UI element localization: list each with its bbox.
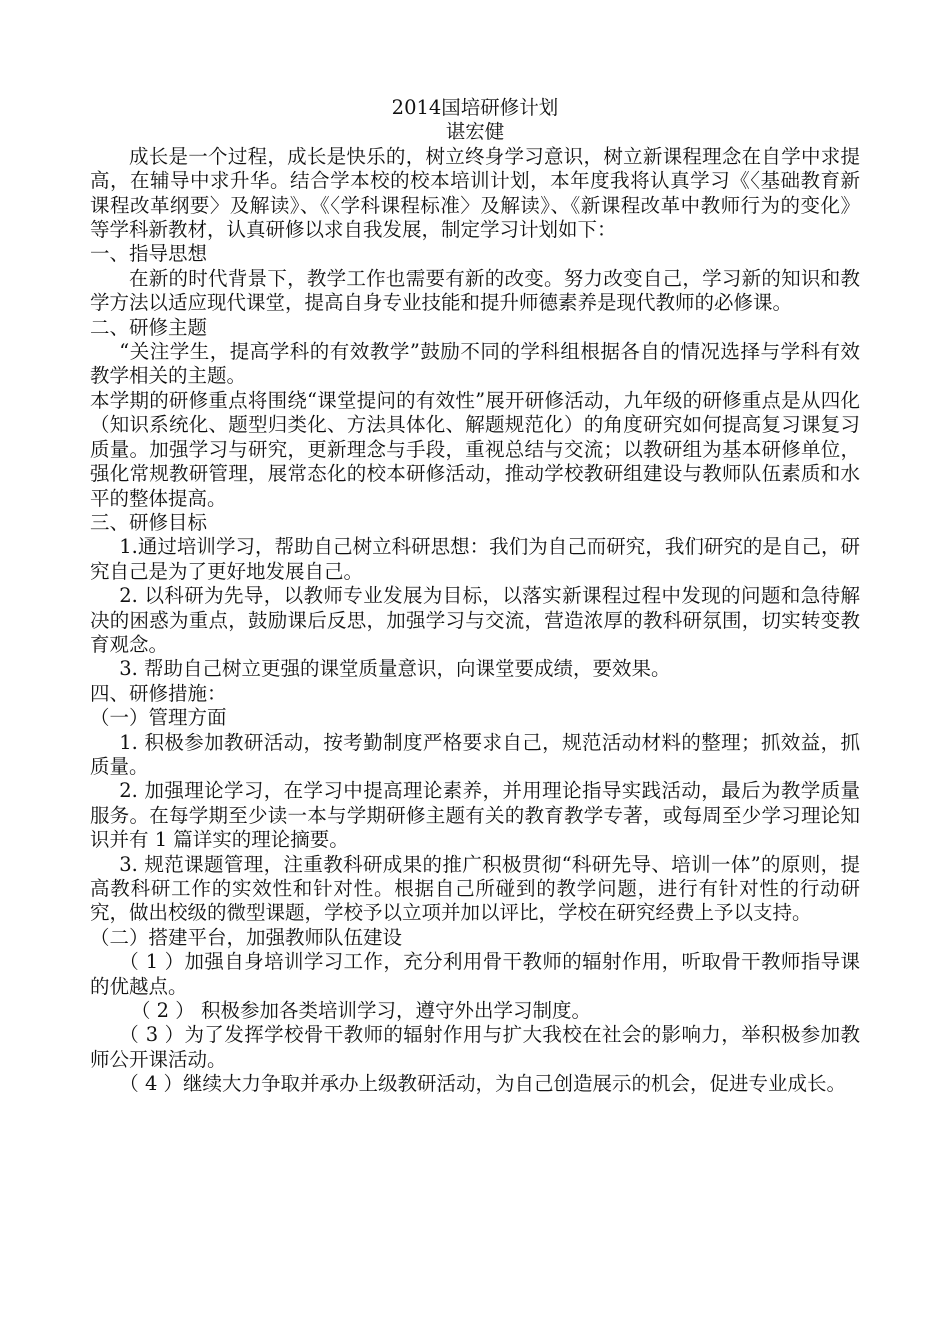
- document-title: 2014国培研修计划: [391, 96, 559, 119]
- platform-item-4: （ 4 ）继续大力争取并承办上级教研活动，为自己创造展示的机会，促进专业成长。: [119, 1072, 847, 1096]
- management-item-3: 3. 规范课题管理，注重教科研成果的推广积极贯彻“科研先导、培训一体”的原则，提高教科研工作的实效性和针对性。根据自己所碰到的教学问题，进行有针对性的行动研究，做出校级的微型课题，学校予以立项并加以评比，学校在研究经费上予以支持。: [90, 852, 860, 925]
- guiding-thought-paragraph: 在新的时代背景下，教学工作也需要有新的改变。努力改变自己，学习新的知识和教学方法以适应现代课堂，提高自身专业技能和提升师德素养是现代教师的必修课。: [90, 266, 860, 315]
- intro-paragraph: 成长是一个过程，成长是快乐的，树立终身学习意识，树立新课程理念在自学中求提高，在辅导中求升华。结合学本校的校本培训计划，本年度我将认真学习《〈基础教育新课程改革纲要〉及解读》、《〈学科课程标准〉及解读》、《新课程改革中教师行为的变化》等学科新教材，认真研修以求自我发展，制定学习计划如下：: [90, 144, 860, 242]
- document-author: 谌宏健: [445, 120, 505, 144]
- management-item-1: 1. 积极参加教研活动，按考勤制度严格要求自己，规范活动材料的整理；抓效益，抓质量。: [90, 730, 860, 778]
- research-theme-paragraph: “关注学生，提高学科的有效教学”鼓励不同的学科组根据各自的情况选择与学科有效教学相关的主题。: [90, 340, 860, 388]
- subsection-heading-management: （一）管理方面: [90, 706, 227, 730]
- section-heading-guiding-thought: 一、指导思想: [90, 242, 208, 266]
- section-heading-measures: 四、研修措施：: [90, 681, 227, 705]
- platform-item-2: （ 2 ） 积极参加各类培训学习，遵守外出学习制度。: [130, 999, 591, 1023]
- platform-item-1: （ 1 ）加强自身培训学习工作，充分利用骨干教师的辐射作用，听取骨干教师指导课的优越点。: [90, 950, 860, 998]
- goal-item-2: 2. 以科研为先导，以教师专业发展为目标，以落实新课程过程中发现的问题和急待解决的困惑为重点，鼓励课后反思，加强学习与交流，营造浓厚的教科研氛围，切实转变教育观念。: [90, 584, 860, 656]
- research-focus-paragraph: 本学期的研修重点将围绕“课堂提问的有效性”展开研修活动，九年级的研修重点是从四化（知识系统化、题型归类化、方法具体化、解题规范化）的角度研究如何提高复习课复习质量。加强学习与研究，更新理念与手段，重视总结与交流；以教研组为基本研修单位，强化常规教研管理，展常态化的校本研修活动，推动学校教研组建设与教师队伍素质和水平的整体提高。: [90, 388, 860, 510]
- document-page: [90, 96, 860, 1097]
- section-heading-research-theme: 二、研修主题: [90, 315, 208, 339]
- goal-item-1: 1.通过培训学习，帮助自己树立科研思想：我们为自己而研究，我们研究的是自己，研究自己是为了更好地发展自己。: [90, 535, 860, 583]
- subsection-heading-platform: （二）搭建平台，加强教师队伍建设: [90, 925, 403, 949]
- section-heading-research-goals: 三、研修目标: [90, 510, 208, 534]
- platform-item-3: （ 3 ）为了发挥学校骨干教师的辐射作用与扩大我校在社会的影响力，举积极参加教师公开课活动。: [90, 1023, 860, 1071]
- management-item-2: 2. 加强理论学习，在学习中提高理论素养，并用理论指导实践活动，最后为教学质量服务。在每学期至少读一本与学期研修主题有关的教育教学专著，或每周至少学习理论知识并有 1 篇详实的理论摘要。: [90, 779, 860, 852]
- goal-item-3: 3. 帮助自己树立更强的课堂质量意识，向课堂要成绩，要效果。: [119, 657, 671, 681]
